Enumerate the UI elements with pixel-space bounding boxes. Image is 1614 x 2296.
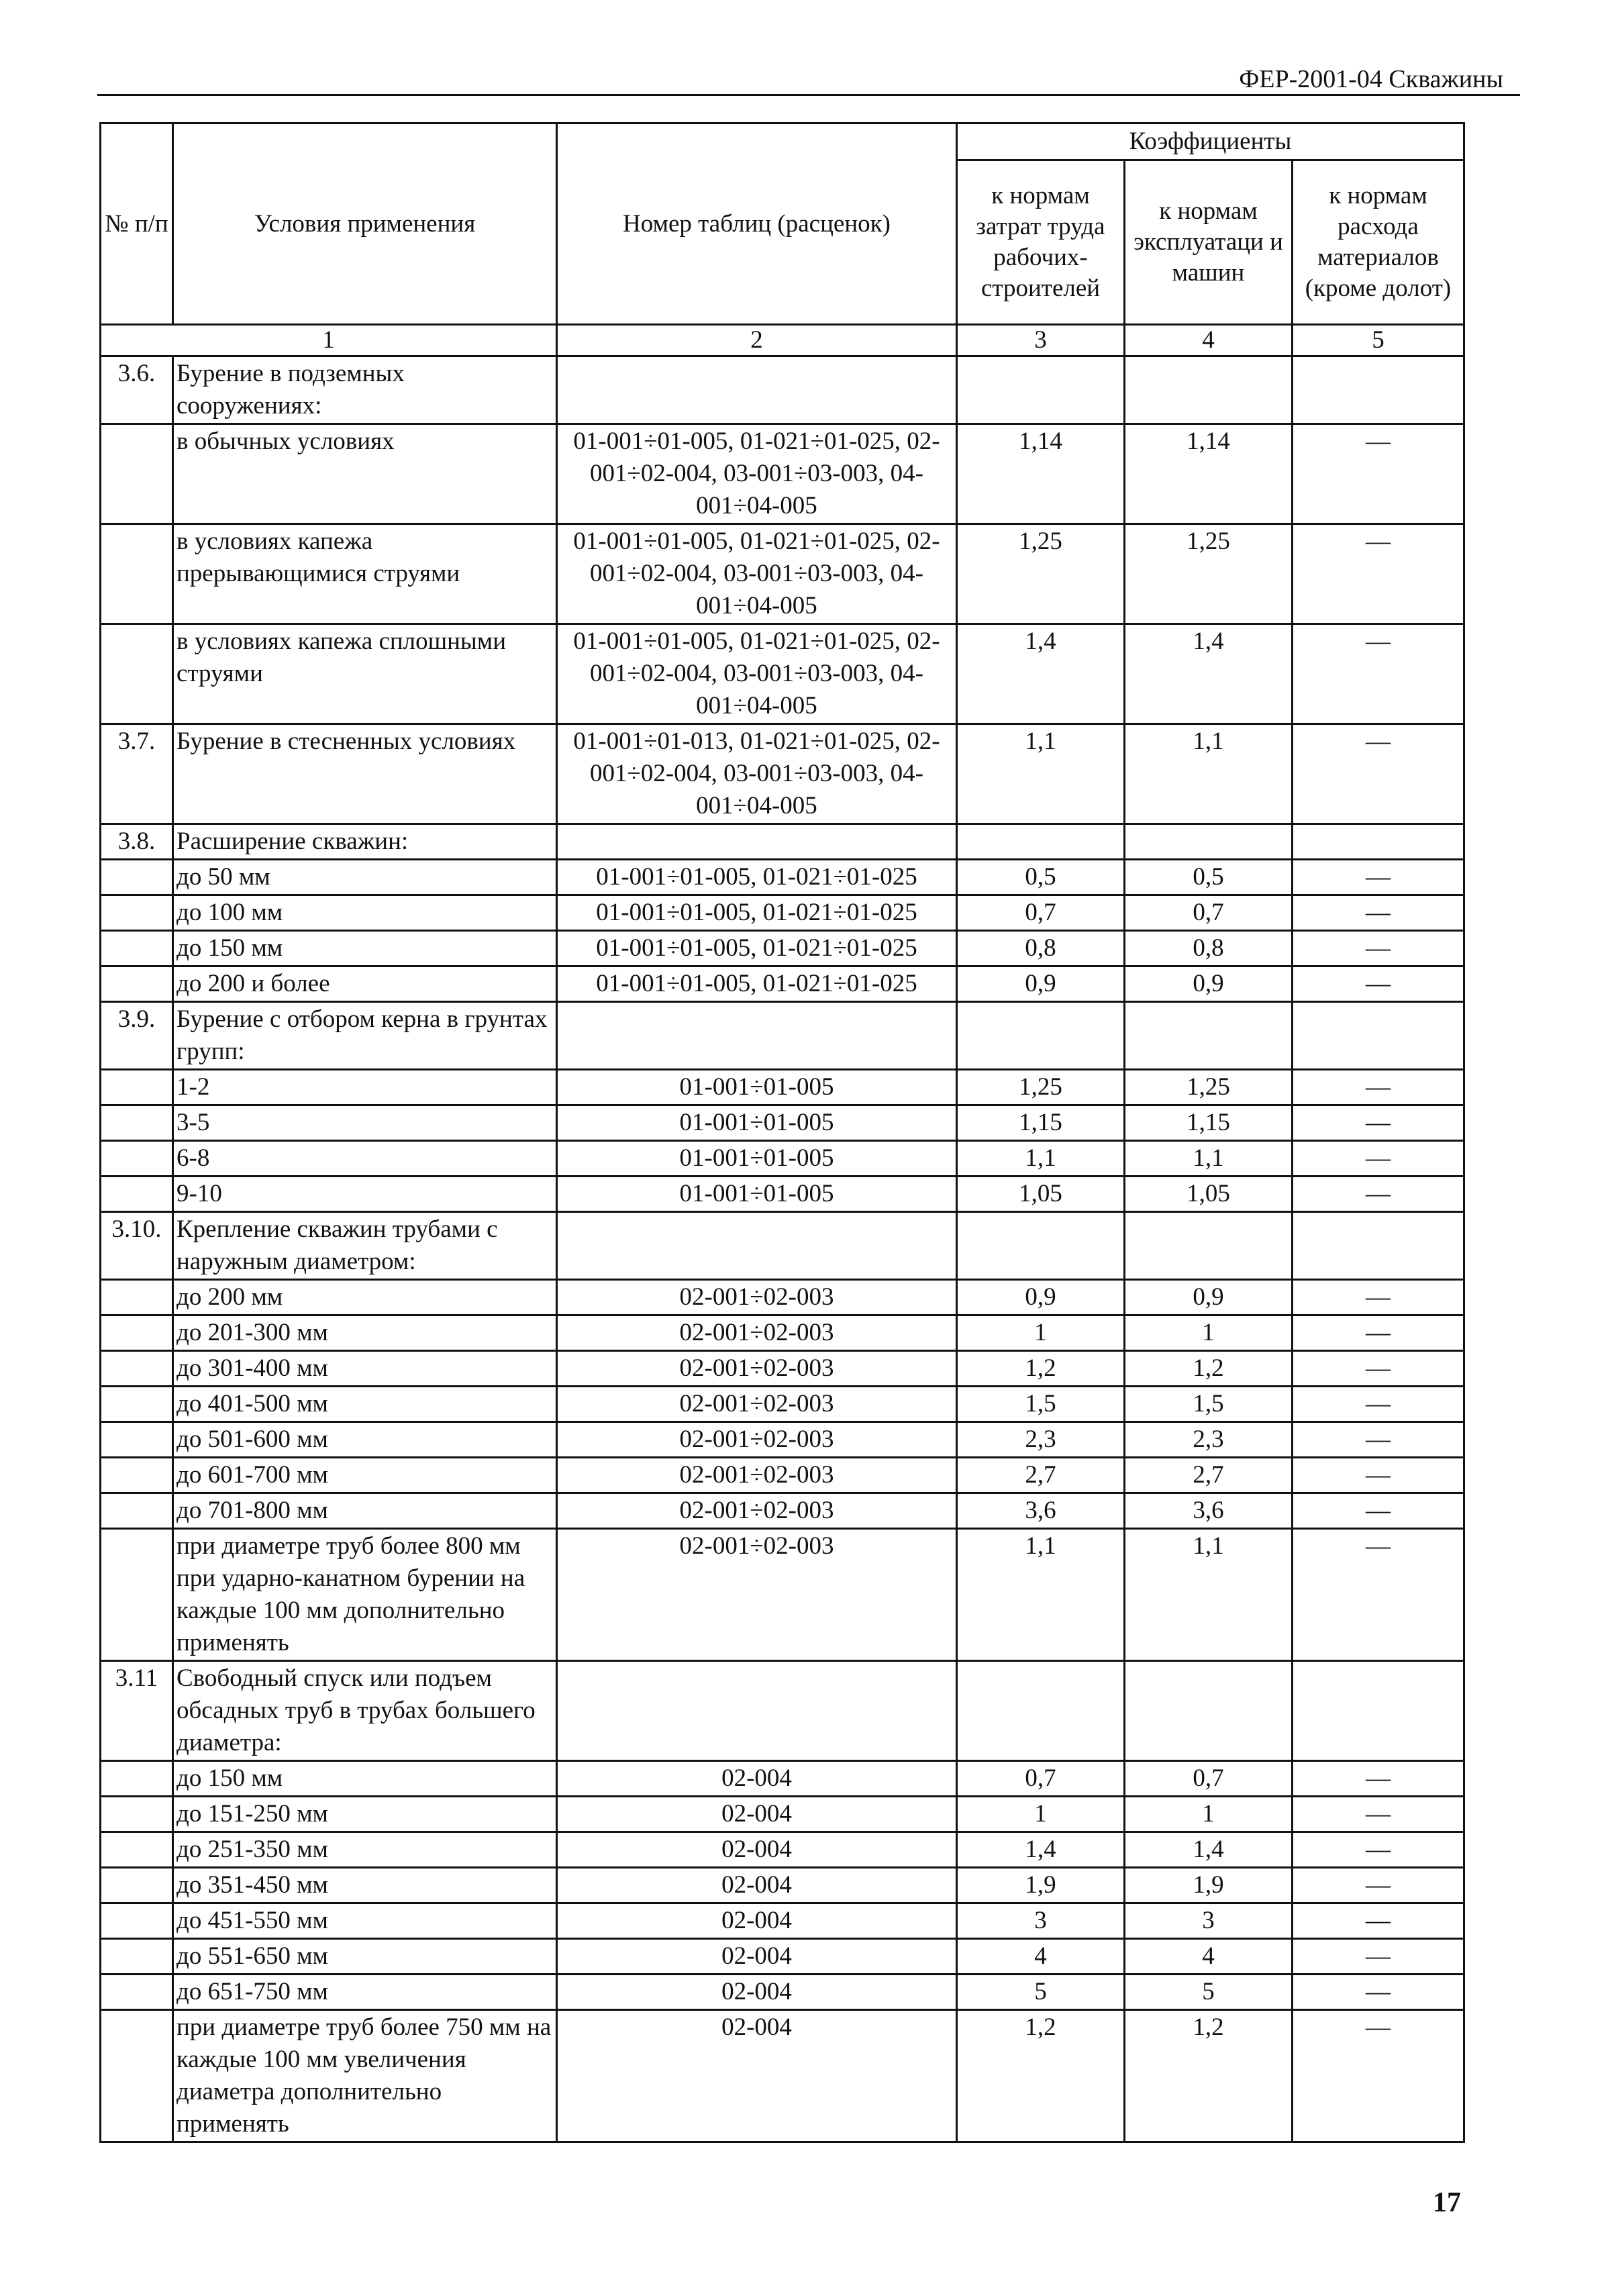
table-reference-cell: 02-001÷02-003: [557, 1387, 957, 1422]
materials-coefficient-cell: —: [1293, 1351, 1464, 1387]
condition-cell: до 601-700 мм: [173, 1458, 557, 1493]
table-reference-cell: [557, 1212, 957, 1280]
machines-coefficient-cell: 1: [1125, 1315, 1293, 1351]
table-reference-cell: 01-001÷01-005, 01-021÷01-025, 02-001÷02-004, 03-001÷03-003, 04-001÷04-005: [557, 624, 957, 724]
condition-cell: до 701-800 мм: [173, 1493, 557, 1529]
condition-cell: до 100 мм: [173, 895, 557, 931]
table-reference-cell: 02-004: [557, 2010, 957, 2142]
table-row: [101, 1939, 1464, 1975]
row-number: [101, 1797, 173, 1832]
row-number: [101, 1105, 173, 1141]
table-reference-cell: 01-001÷01-013, 01-021÷01-025, 02-001÷02-004, 03-001÷03-003, 04-001÷04-005: [557, 724, 957, 824]
table-row: [101, 1529, 1464, 1661]
materials-coefficient-cell: —: [1293, 524, 1464, 624]
condition-cell: 1-2: [173, 1070, 557, 1105]
labor-coefficient-cell: 1,4: [957, 1832, 1125, 1868]
labor-coefficient-cell: 0,5: [957, 860, 1125, 895]
table-row: [101, 1387, 1464, 1422]
table-row: [101, 1105, 1464, 1141]
condition-cell: в условиях капежа прерывающимися струями: [173, 524, 557, 624]
materials-coefficient-cell: —: [1293, 1070, 1464, 1105]
machines-coefficient-cell: 5: [1125, 1975, 1293, 2010]
condition-cell: в условиях капежа сплошными струями: [173, 624, 557, 724]
column-number: 1: [101, 325, 557, 356]
labor-coefficient-cell: 1,15: [957, 1105, 1125, 1141]
labor-coefficient-cell: 1,1: [957, 1529, 1125, 1661]
table-reference-cell: 02-001÷02-003: [557, 1458, 957, 1493]
header-machines-coefficient: к нормам эксплуатаци и машин: [1125, 160, 1293, 325]
labor-coefficient-cell: 1,14: [957, 424, 1125, 524]
condition-cell: до 50 мм: [173, 860, 557, 895]
table-reference-cell: 01-001÷01-005, 01-021÷01-025: [557, 895, 957, 931]
header-coefficients: Коэффициенты: [957, 123, 1464, 160]
table-reference-cell: 02-001÷02-003: [557, 1351, 957, 1387]
row-number: [101, 966, 173, 1002]
header-table-numbers: Номер таблиц (расценок): [557, 123, 957, 325]
row-number: [101, 1493, 173, 1529]
header-labor-coefficient: к нормам затрат труда рабочих-строителей: [957, 160, 1125, 325]
materials-coefficient-cell: [1293, 1002, 1464, 1070]
materials-coefficient-cell: —: [1293, 1529, 1464, 1661]
materials-coefficient-cell: —: [1293, 1832, 1464, 1868]
condition-cell: 3-5: [173, 1105, 557, 1141]
labor-coefficient-cell: 0,7: [957, 1761, 1125, 1797]
table-row: [101, 1212, 1464, 1280]
materials-coefficient-cell: —: [1293, 895, 1464, 931]
labor-coefficient-cell: [957, 824, 1125, 860]
table-row: [101, 1070, 1464, 1105]
table-row: [101, 1832, 1464, 1868]
row-number: [101, 1351, 173, 1387]
machines-coefficient-cell: 0,9: [1125, 1280, 1293, 1315]
condition-cell: Расширение скважин:: [173, 824, 557, 860]
materials-coefficient-cell: —: [1293, 424, 1464, 524]
machines-coefficient-cell: 3: [1125, 1903, 1293, 1939]
condition-cell: Бурение в подземных сооружениях:: [173, 356, 557, 424]
materials-coefficient-cell: —: [1293, 1141, 1464, 1177]
machines-coefficient-cell: 1,14: [1125, 424, 1293, 524]
machines-coefficient-cell: 1,5: [1125, 1387, 1293, 1422]
machines-coefficient-cell: 1,2: [1125, 2010, 1293, 2142]
machines-coefficient-cell: [1125, 356, 1293, 424]
column-number: 3: [957, 325, 1125, 356]
table-reference-cell: 01-001÷01-005: [557, 1141, 957, 1177]
labor-coefficient-cell: [957, 1212, 1125, 1280]
row-number: [101, 1761, 173, 1797]
condition-cell: до 451-550 мм: [173, 1903, 557, 1939]
condition-cell: до 150 мм: [173, 931, 557, 966]
machines-coefficient-cell: 1,05: [1125, 1177, 1293, 1212]
table-reference-cell: 01-001÷01-005: [557, 1070, 957, 1105]
table-row: [101, 860, 1464, 895]
table-row: [101, 424, 1464, 524]
machines-coefficient-cell: 2,3: [1125, 1422, 1293, 1458]
table-row: [101, 1797, 1464, 1832]
table-row: [101, 895, 1464, 931]
table-reference-cell: 02-004: [557, 1975, 957, 2010]
row-number: [101, 624, 173, 724]
row-number: [101, 2010, 173, 2142]
condition-cell: до 200 и более: [173, 966, 557, 1002]
machines-coefficient-cell: 0,7: [1125, 895, 1293, 931]
table-row: [101, 1458, 1464, 1493]
materials-coefficient-cell: —: [1293, 860, 1464, 895]
machines-coefficient-cell: 1,4: [1125, 1832, 1293, 1868]
condition-cell: Свободный спуск или подъем обсадных труб в трубах большего диаметра:: [173, 1661, 557, 1761]
table-reference-cell: 01-001÷01-005, 01-021÷01-025: [557, 966, 957, 1002]
materials-coefficient-cell: —: [1293, 1797, 1464, 1832]
labor-coefficient-cell: 4: [957, 1939, 1125, 1975]
condition-cell: при диаметре труб более 750 мм на каждые 100 мм увеличения диаметра дополнительно применять: [173, 2010, 557, 2142]
condition-cell: до 351-450 мм: [173, 1868, 557, 1903]
condition-cell: Бурение в стесненных условиях: [173, 724, 557, 824]
materials-coefficient-cell: —: [1293, 966, 1464, 1002]
materials-coefficient-cell: —: [1293, 1387, 1464, 1422]
machines-coefficient-cell: 1: [1125, 1797, 1293, 1832]
materials-coefficient-cell: —: [1293, 2010, 1464, 2142]
column-number: 5: [1293, 325, 1464, 356]
table-reference-cell: [557, 1002, 957, 1070]
materials-coefficient-cell: —: [1293, 1903, 1464, 1939]
materials-coefficient-cell: —: [1293, 1493, 1464, 1529]
table-row: [101, 1661, 1464, 1761]
page-number: 17: [1433, 2187, 1461, 2218]
table-reference-cell: 02-001÷02-003: [557, 1280, 957, 1315]
machines-coefficient-cell: 3,6: [1125, 1493, 1293, 1529]
table-reference-cell: [557, 1661, 957, 1761]
table-row: [101, 1351, 1464, 1387]
row-number: [101, 1975, 173, 2010]
condition-cell: до 251-350 мм: [173, 1832, 557, 1868]
table-body: [101, 356, 1464, 2142]
table-reference-cell: 02-004: [557, 1761, 957, 1797]
labor-coefficient-cell: [957, 1661, 1125, 1761]
machines-coefficient-cell: [1125, 1661, 1293, 1761]
materials-coefficient-cell: [1293, 1212, 1464, 1280]
labor-coefficient-cell: 0,8: [957, 931, 1125, 966]
labor-coefficient-cell: 1,05: [957, 1177, 1125, 1212]
table-row: [101, 966, 1464, 1002]
materials-coefficient-cell: —: [1293, 1105, 1464, 1141]
row-number: [101, 931, 173, 966]
condition-cell: 9-10: [173, 1177, 557, 1212]
table-reference-cell: 02-001÷02-003: [557, 1422, 957, 1458]
machines-coefficient-cell: 1,25: [1125, 1070, 1293, 1105]
table-reference-cell: 02-001÷02-003: [557, 1315, 957, 1351]
table-row: [101, 1975, 1464, 2010]
row-number: [101, 1177, 173, 1212]
table-row: [101, 1761, 1464, 1797]
column-number: 2: [557, 325, 957, 356]
labor-coefficient-cell: 3,6: [957, 1493, 1125, 1529]
labor-coefficient-cell: 5: [957, 1975, 1125, 2010]
labor-coefficient-cell: 2,7: [957, 1458, 1125, 1493]
labor-coefficient-cell: 1,2: [957, 2010, 1125, 2142]
table-reference-cell: 02-004: [557, 1868, 957, 1903]
labor-coefficient-cell: 1: [957, 1315, 1125, 1351]
table-reference-cell: 02-001÷02-003: [557, 1529, 957, 1661]
table-row: [101, 1315, 1464, 1351]
machines-coefficient-cell: 4: [1125, 1939, 1293, 1975]
machines-coefficient-cell: 1,9: [1125, 1868, 1293, 1903]
table-reference-cell: 02-004: [557, 1903, 957, 1939]
table-row: [101, 1141, 1464, 1177]
table-row: [101, 1002, 1464, 1070]
row-number: [101, 1529, 173, 1661]
table-row: [101, 1868, 1464, 1903]
row-number: 3.11: [101, 1661, 173, 1761]
row-number: [101, 1070, 173, 1105]
machines-coefficient-cell: 0,5: [1125, 860, 1293, 895]
table-row: [101, 724, 1464, 824]
table-row: [101, 2010, 1464, 2142]
machines-coefficient-cell: 2,7: [1125, 1458, 1293, 1493]
table-reference-cell: 02-004: [557, 1797, 957, 1832]
condition-cell: до 401-500 мм: [173, 1387, 557, 1422]
condition-cell: до 201-300 мм: [173, 1315, 557, 1351]
labor-coefficient-cell: 2,3: [957, 1422, 1125, 1458]
machines-coefficient-cell: [1125, 1212, 1293, 1280]
document-code: ФЕР-2001-04 Скважины: [1239, 65, 1503, 93]
machines-coefficient-cell: [1125, 1002, 1293, 1070]
materials-coefficient-cell: —: [1293, 624, 1464, 724]
machines-coefficient-cell: 1,4: [1125, 624, 1293, 724]
table-reference-cell: 02-004: [557, 1832, 957, 1868]
machines-coefficient-cell: 0,7: [1125, 1761, 1293, 1797]
row-number: 3.10.: [101, 1212, 173, 1280]
row-number: 3.6.: [101, 356, 173, 424]
labor-coefficient-cell: [957, 1002, 1125, 1070]
table-reference-cell: 01-001÷01-005: [557, 1177, 957, 1212]
labor-coefficient-cell: 0,9: [957, 1280, 1125, 1315]
condition-cell: 6-8: [173, 1141, 557, 1177]
labor-coefficient-cell: 1,25: [957, 1070, 1125, 1105]
labor-coefficient-cell: 1,2: [957, 1351, 1125, 1387]
table-reference-cell: 02-001÷02-003: [557, 1493, 957, 1529]
row-number: [101, 1280, 173, 1315]
machines-coefficient-cell: 1,1: [1125, 1141, 1293, 1177]
table-reference-cell: 01-001÷01-005, 01-021÷01-025, 02-001÷02-004, 03-001÷03-003, 04-001÷04-005: [557, 424, 957, 524]
materials-coefficient-cell: —: [1293, 1315, 1464, 1351]
labor-coefficient-cell: 3: [957, 1903, 1125, 1939]
machines-coefficient-cell: 1,1: [1125, 724, 1293, 824]
row-number: [101, 1387, 173, 1422]
materials-coefficient-cell: —: [1293, 1868, 1464, 1903]
condition-cell: до 301-400 мм: [173, 1351, 557, 1387]
header-materials-coefficient: к нормам расхода материалов (кроме долот): [1293, 160, 1464, 325]
labor-coefficient-cell: 1,5: [957, 1387, 1125, 1422]
materials-coefficient-cell: —: [1293, 931, 1464, 966]
condition-cell: до 200 мм: [173, 1280, 557, 1315]
table-reference-cell: [557, 824, 957, 860]
table-row: [101, 1177, 1464, 1212]
table-reference-cell: 01-001÷01-005, 01-021÷01-025: [557, 931, 957, 966]
labor-coefficient-cell: 1,25: [957, 524, 1125, 624]
row-number: [101, 424, 173, 524]
materials-coefficient-cell: —: [1293, 1280, 1464, 1315]
table-row: [101, 524, 1464, 624]
condition-cell: до 501-600 мм: [173, 1422, 557, 1458]
row-number: [101, 1868, 173, 1903]
table-row: [101, 356, 1464, 424]
machines-coefficient-cell: 1,2: [1125, 1351, 1293, 1387]
table-row: [101, 1280, 1464, 1315]
header-num: № п/п: [101, 123, 173, 325]
row-number: [101, 1832, 173, 1868]
labor-coefficient-cell: 1,1: [957, 1141, 1125, 1177]
header-rule: [97, 94, 1520, 96]
machines-coefficient-cell: 1,25: [1125, 524, 1293, 624]
condition-cell: при диаметре труб более 800 мм при ударно-канатном бурении на каждые 100 мм дополнительно применять: [173, 1529, 557, 1661]
machines-coefficient-cell: 1,15: [1125, 1105, 1293, 1141]
row-number: [101, 895, 173, 931]
table-reference-cell: 01-001÷01-005, 01-021÷01-025, 02-001÷02-004, 03-001÷03-003, 04-001÷04-005: [557, 524, 957, 624]
materials-coefficient-cell: —: [1293, 1761, 1464, 1797]
row-number: [101, 1903, 173, 1939]
table-row: [101, 931, 1464, 966]
machines-coefficient-cell: [1125, 824, 1293, 860]
materials-coefficient-cell: —: [1293, 1458, 1464, 1493]
condition-cell: до 151-250 мм: [173, 1797, 557, 1832]
table-row: [101, 824, 1464, 860]
row-number: [101, 1939, 173, 1975]
materials-coefficient-cell: —: [1293, 1177, 1464, 1212]
condition-cell: Крепление скважин трубами с наружным диаметром:: [173, 1212, 557, 1280]
labor-coefficient-cell: 1,4: [957, 624, 1125, 724]
table-reference-cell: 02-004: [557, 1939, 957, 1975]
row-number: [101, 860, 173, 895]
condition-cell: в обычных условиях: [173, 424, 557, 524]
header-conditions: Условия применения: [173, 123, 557, 325]
condition-cell: до 150 мм: [173, 1761, 557, 1797]
labor-coefficient-cell: 0,9: [957, 966, 1125, 1002]
materials-coefficient-cell: [1293, 1661, 1464, 1761]
condition-cell: до 551-650 мм: [173, 1939, 557, 1975]
materials-coefficient-cell: [1293, 356, 1464, 424]
row-number: 3.7.: [101, 724, 173, 824]
condition-cell: Бурение с отбором керна в грунтах групп:: [173, 1002, 557, 1070]
labor-coefficient-cell: 0,7: [957, 895, 1125, 931]
row-number: [101, 1458, 173, 1493]
row-number: [101, 1422, 173, 1458]
row-number: 3.9.: [101, 1002, 173, 1070]
row-number: [101, 1315, 173, 1351]
row-number: 3.8.: [101, 824, 173, 860]
row-number: [101, 524, 173, 624]
table-row: [101, 1422, 1464, 1458]
table-reference-cell: 01-001÷01-005: [557, 1105, 957, 1141]
materials-coefficient-cell: —: [1293, 1422, 1464, 1458]
materials-coefficient-cell: —: [1293, 1975, 1464, 2010]
machines-coefficient-cell: 0,9: [1125, 966, 1293, 1002]
machines-coefficient-cell: 1,1: [1125, 1529, 1293, 1661]
row-number: [101, 1141, 173, 1177]
column-number: 4: [1125, 325, 1293, 356]
materials-coefficient-cell: [1293, 824, 1464, 860]
materials-coefficient-cell: —: [1293, 724, 1464, 824]
machines-coefficient-cell: 0,8: [1125, 931, 1293, 966]
labor-coefficient-cell: 1: [957, 1797, 1125, 1832]
table-row: [101, 1493, 1464, 1529]
table-row: [101, 624, 1464, 724]
condition-cell: до 651-750 мм: [173, 1975, 557, 2010]
labor-coefficient-cell: 1,9: [957, 1868, 1125, 1903]
materials-coefficient-cell: —: [1293, 1939, 1464, 1975]
table-reference-cell: [557, 356, 957, 424]
labor-coefficient-cell: [957, 356, 1125, 424]
table-row: [101, 1903, 1464, 1939]
labor-coefficient-cell: 1,1: [957, 724, 1125, 824]
coefficients-table: [99, 122, 1465, 2143]
table-reference-cell: 01-001÷01-005, 01-021÷01-025: [557, 860, 957, 895]
